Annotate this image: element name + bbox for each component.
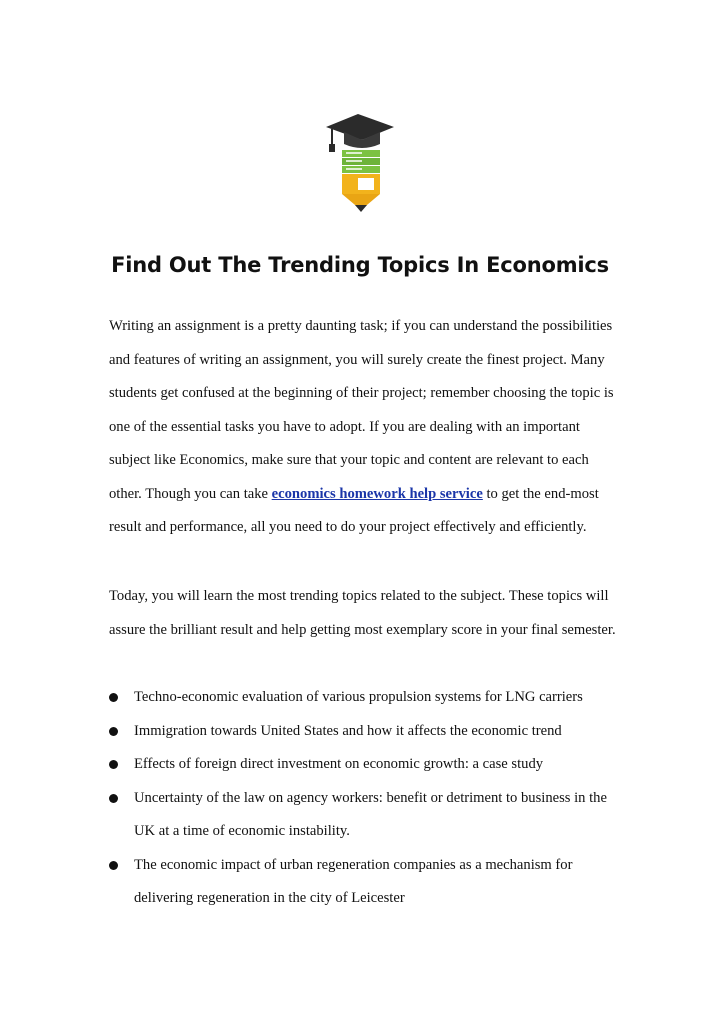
intro-line-with-link (109, 478, 629, 512)
cap-tassel (329, 144, 335, 152)
list-item (0, 748, 720, 782)
intro-line: subject like Economics, make sure that your topic and content are relevant to each (109, 452, 589, 468)
bullet-icon (109, 794, 118, 803)
economics-homework-help-link[interactable]: economics homework help service (271, 485, 483, 502)
intro-paragraph (109, 310, 629, 545)
topics-intro-line: assure the brilliant result and help getting most exemplary score in your final semester. (109, 621, 616, 638)
intro-line: result and performance, all you need to do your project effectively and efficiently. (109, 519, 587, 535)
bullet-icon (109, 861, 118, 870)
page-title: Find Out The Trending Topics In Economics (111, 253, 609, 277)
list-item (0, 782, 720, 849)
topics-intro-paragraph (109, 580, 629, 647)
topic-text: Techno-economic evaluation of various propulsion systems for LNG carriers (134, 689, 583, 705)
list-item (0, 849, 720, 916)
topics-list (0, 681, 720, 916)
topic-text-continued: UK at a time of economic instability. (134, 823, 350, 839)
intro-text-before-link: other. Though you can take (109, 485, 272, 502)
topic-text-continued: delivering regeneration in the city of Leicester (134, 890, 405, 906)
topics-intro-line: Today, you will learn the most trending topics related to the subject. These topics will (109, 588, 609, 604)
pencil-tip-lead (355, 205, 367, 212)
list-item (0, 681, 720, 715)
topic-text: Uncertainty of the law on agency workers: benefit or detriment to business in the (134, 789, 607, 806)
bullet-icon (109, 727, 118, 736)
intro-text-after-link: to get the end-most (482, 485, 599, 502)
bullet-icon (109, 760, 118, 769)
pencil-label (358, 178, 374, 190)
cap-board (326, 114, 394, 140)
intro-line: students get confused at the beginning of their project; remember choosing the topic is (109, 385, 614, 401)
topic-text: Effects of foreign direct investment on economic growth: a case study (134, 756, 544, 772)
intro-line: Writing an assignment is a pretty daunting task; if you can understand the possibilities (109, 318, 613, 334)
graduation-pencil-logo (322, 110, 398, 215)
bullet-icon (109, 693, 118, 702)
intro-line: and features of writing an assignment, you will surely create the finest project. Many (109, 351, 605, 368)
list-item (0, 715, 720, 749)
topic-text: Immigration towards United States and how it affects the economic trend (134, 722, 562, 739)
topic-text: The economic impact of urban regeneration companies as a mechanism for (134, 856, 573, 873)
intro-line: one of the essential tasks you have to adopt. If you are dealing with an important (109, 418, 580, 435)
